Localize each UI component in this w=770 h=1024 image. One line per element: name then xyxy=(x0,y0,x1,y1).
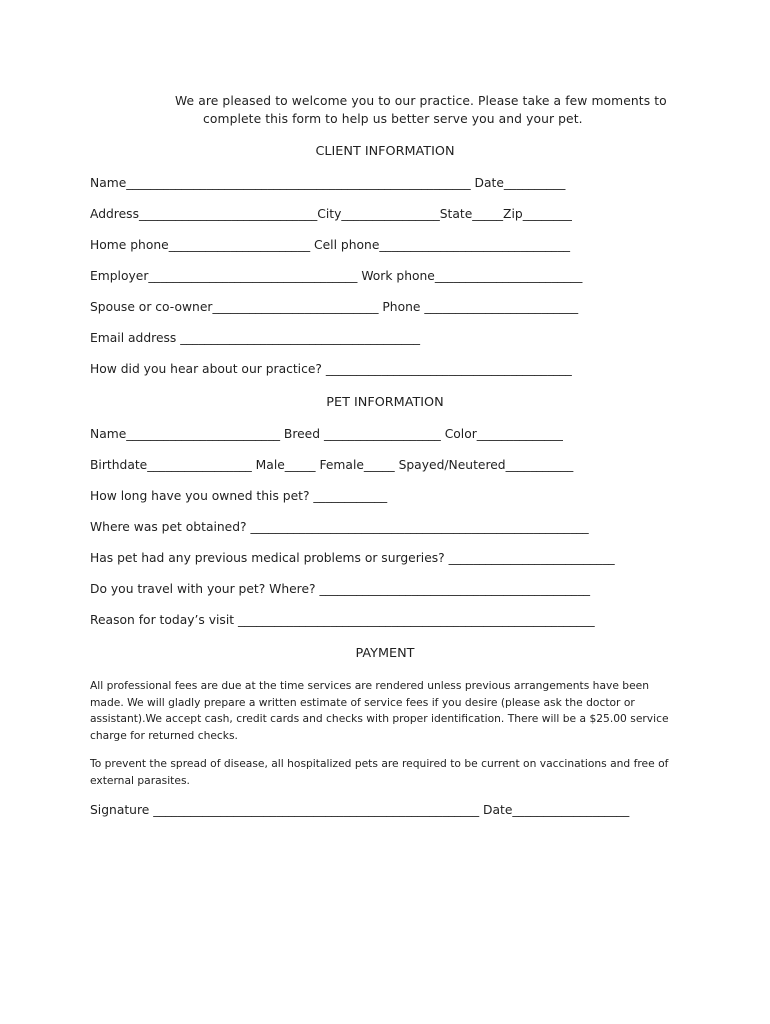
intro-line-2: complete this form to help us better serve you and your pet. xyxy=(203,112,583,126)
intro-line-1: We are pleased to welcome you to our practice. Please take a few moments to xyxy=(175,94,667,108)
client-referral-field[interactable]: How did you hear about our practice? ________________________________________ xyxy=(90,362,572,376)
client-email-field[interactable]: Email address _______________________________________ xyxy=(90,331,421,345)
client-spouse-field[interactable]: Spouse or co-owner___________________________ Phone _________________________ xyxy=(90,300,579,314)
client-phone-field[interactable]: Home phone_______________________ Cell phone_______________________________ xyxy=(90,238,571,252)
pet-name-field[interactable]: Name_________________________ Breed ___________________ Color______________ xyxy=(90,427,563,441)
visit-reason-field[interactable]: Reason for today’s visit __________________________________________________________ xyxy=(90,613,595,627)
pet-birthdate-field[interactable]: Birthdate_________________ Male_____ Female_____ Spayed/Neutered___________ xyxy=(90,458,574,472)
pet-information-heading: PET INFORMATION xyxy=(326,395,444,410)
client-address-field[interactable]: Address_____________________________City________________State_____Zip________ xyxy=(90,207,572,221)
payment-heading: PAYMENT xyxy=(355,646,415,661)
pet-owned-duration-field[interactable]: How long have you owned this pet? ____________ xyxy=(90,489,388,503)
pet-medical-history-field[interactable]: Has pet had any previous medical problems or surgeries? ___________________________ xyxy=(90,551,615,565)
vaccination-policy-paragraph: To prevent the spread of disease, all hospitalized pets are required to be current on vaccinations and free of external parasites. xyxy=(90,757,669,787)
pet-travel-field[interactable]: Do you travel with your pet? Where? ____________________________________________ xyxy=(90,582,591,596)
client-employer-field[interactable]: Employer__________________________________ Work phone________________________ xyxy=(90,269,583,283)
client-name-field[interactable]: Name________________________________________________________ Date__________ xyxy=(90,176,566,190)
pet-obtained-field[interactable]: Where was pet obtained? _______________________________________________________ xyxy=(90,520,589,534)
client-information-heading: CLIENT INFORMATION xyxy=(315,144,455,159)
signature-field[interactable]: Signature _____________________________________________________ Date___________________ xyxy=(90,803,630,817)
payment-terms-paragraph: All professional fees are due at the time services are rendered unless previous arrangements have been made. We will gladly prepare a written estimate of service fees if you desire (please ask the doctor or assistant).We accept cash, credit cards and checks with proper identification. There will be a $25.00 service charge for returned checks. xyxy=(90,679,669,742)
